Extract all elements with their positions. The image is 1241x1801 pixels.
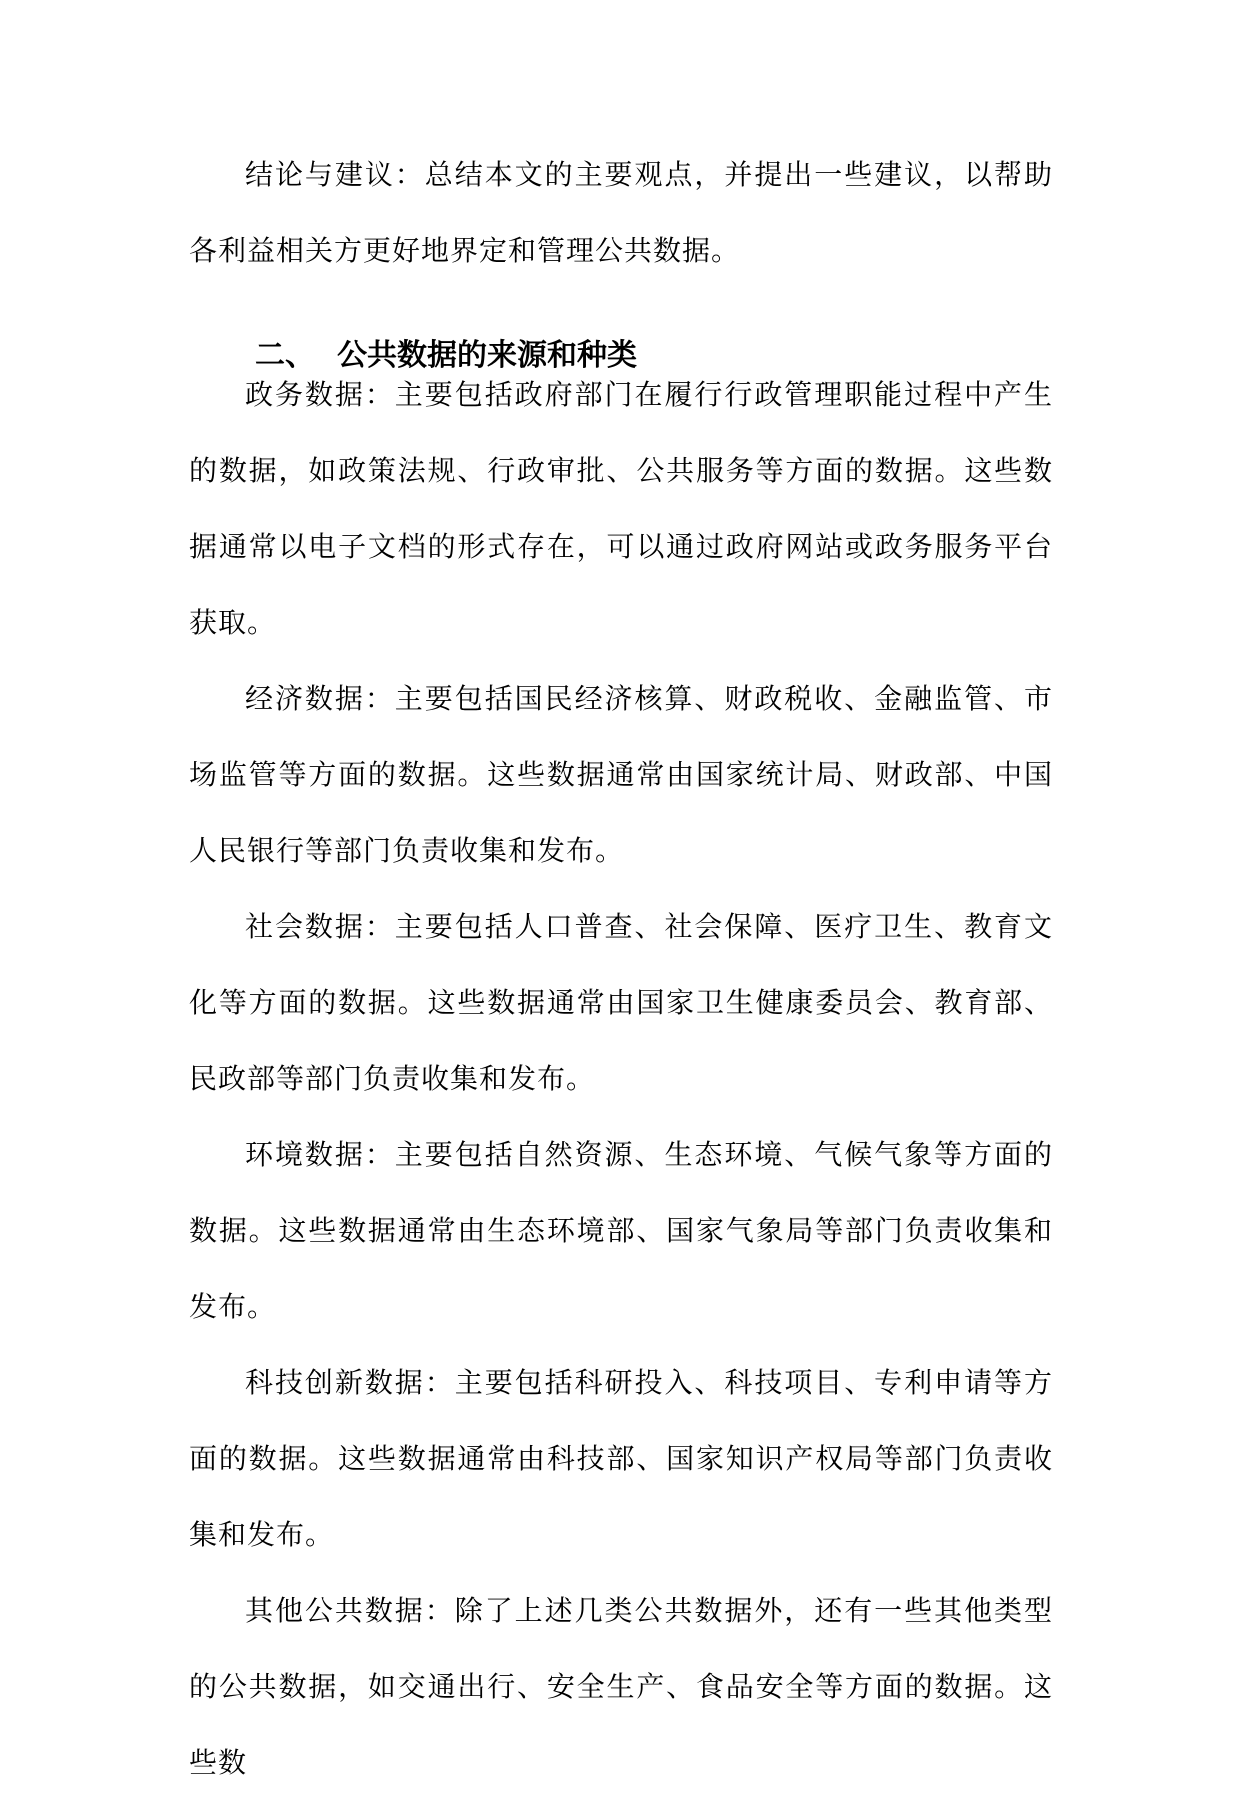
paragraph-social-data: 社会数据：主要包括人口普查、社会保障、医疗卫生、教育文化等方面的数据。这些数据通常由国家卫生健康委员会、教育部、民政部等部门负责收集和发布。 — [189, 910, 1053, 1095]
intro-paragraph: 结论与建议：总结本文的主要观点，并提出一些建议，以帮助各利益相关方更好地界定和管理公共数据。 — [189, 158, 1053, 267]
paragraph-environment-data: 环境数据：主要包括自然资源、生态环境、气候气象等方面的数据。这些数据通常由生态环境部、国家气象局等部门负责收集和发布。 — [189, 1138, 1053, 1323]
intro-section — [189, 137, 1053, 289]
section-body — [189, 357, 1053, 1801]
paragraph-economic-data: 经济数据：主要包括国民经济核算、财政税收、金融监管、市场监管等方面的数据。这些数据通常由国家统计局、财政部、中国人民银行等部门负责收集和发布。 — [189, 682, 1053, 867]
paragraph-technology-data: 科技创新数据：主要包括科研投入、科技项目、专利申请等方面的数据。这些数据通常由科技部、国家知识产权局等部门负责收集和发布。 — [189, 1366, 1053, 1551]
paragraph-government-data: 政务数据：主要包括政府部门在履行行政管理职能过程中产生的数据，如政策法规、行政审批、公共服务等方面的数据。这些数据通常以电子文档的形式存在，可以通过政府网站或政务服务平台获取。 — [189, 378, 1053, 639]
paragraph-other-data: 其他公共数据：除了上述几类公共数据外，还有一些其他类型的公共数据，如交通出行、安全生产、食品安全等方面的数据。这些数 — [189, 1594, 1053, 1779]
section-number: 二、 — [255, 338, 315, 373]
section-title: 公共数据的来源和种类 — [337, 338, 637, 373]
